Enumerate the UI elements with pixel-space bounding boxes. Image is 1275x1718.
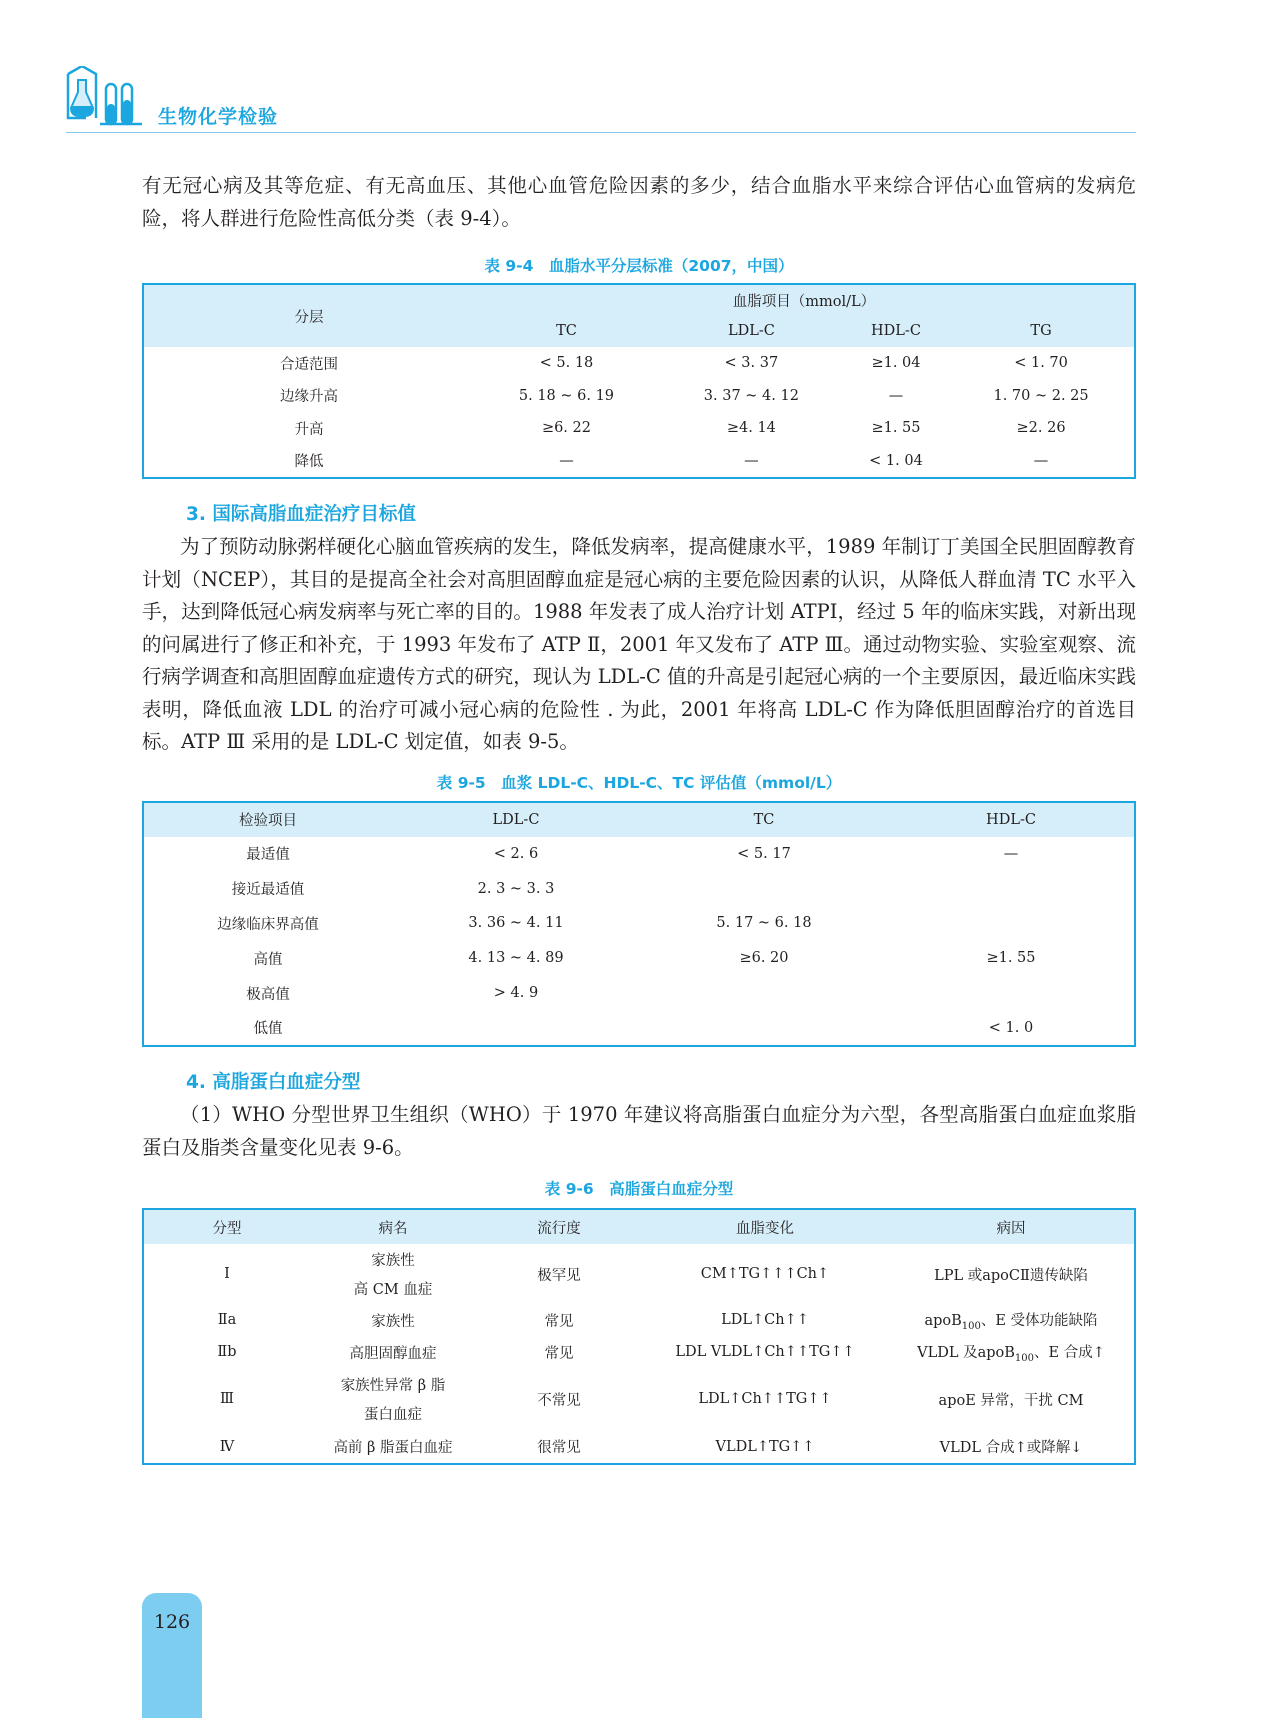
table-cell: 极高值 — [246, 986, 290, 1003]
table-cell: apoE 异常，干扰 CM — [938, 1392, 1084, 1409]
table-cell: 合适范围 — [280, 356, 338, 373]
table-cell: LDL↑Ch↑↑ — [721, 1312, 809, 1329]
column-header: 病名 — [310, 1209, 476, 1244]
table-cell — [888, 1336, 1135, 1368]
table-cell — [640, 976, 888, 1011]
table-cell — [640, 1010, 888, 1046]
cause-text: 、E 合成↑ — [1034, 1344, 1105, 1361]
table-cell: 升高 — [294, 421, 324, 438]
table-row — [143, 906, 1135, 941]
lab-flask-icon — [66, 66, 146, 128]
column-header: 分型 — [143, 1209, 310, 1244]
table-cell: — — [888, 387, 904, 404]
table-9-4-caption: 表 9-4 血脂水平分层标准（2007，中国） — [484, 257, 794, 275]
cause-text: VLDL 及apoB — [917, 1344, 1015, 1361]
table-row — [143, 445, 1135, 479]
table-9-5 — [142, 801, 1136, 1048]
table-cell: 边缘升高 — [280, 389, 338, 406]
section-4-paragraph: （1）WHO 分型世界卫生组织（WHO）于 1970 年建议将高脂蛋白血症分为六型，各型高脂蛋白血症血浆脂蛋白及脂类含量变化见表 9-6。 — [142, 1103, 1136, 1159]
table-cell: 4. 13 ~ 4. 89 — [468, 950, 564, 967]
column-header: TC — [474, 315, 659, 347]
table-9-6-caption: 表 9-6 高脂蛋白血症分型 — [544, 1180, 734, 1199]
section-3-paragraph: 为了预防动脉粥样硬化心脑血管疾病的发生，降低发病率，提高健康水平，1989 年制订丁美国全民胆固醇教育计划（NCEP），其目的是提高全社会对高胆固醇血症是冠心病的主要危险因素的认识，从降低人群血清 TC 水平入手，达到降低冠心病发病率与死亡率的目的。1988 年发表了成人治疗计划 ATPI，经过 5 年的临床实践，对新出现的问属进行了修正和补充，于 1993 年发布了 ATP Ⅱ，2001 年又发布了 ATP Ⅲ。通过动物实验、实验室观察、流行病学调查和高胆固醇血症遗传方式的研究，现认为 LDL-C 值的升高是引起冠心病的一个主要原因，最近临床实践表明，降低血液 LDL 的治疗可减小冠心病的危险性 . 为此，2001 年将高 LDL-C 作为降低胆固醇治疗的首选目标。ATP Ⅲ 采用的是 LDL-C 划定值，如表 9-5。 — [142, 535, 1136, 753]
table-cell: ≥6. 22 — [541, 420, 591, 437]
table-cell: 接近最适值 — [231, 882, 305, 899]
column-header: 流行度 — [476, 1209, 642, 1244]
table-row — [143, 1430, 1135, 1464]
row-header-cell: 分层 — [143, 284, 474, 347]
column-header: 检验项目 — [143, 802, 392, 837]
table-cell: — — [1033, 452, 1049, 469]
table-row — [143, 1336, 1135, 1368]
column-header: HDL-C — [888, 802, 1135, 837]
table-cell — [640, 871, 888, 906]
table-cell: 1. 70 ~ 2. 25 — [993, 387, 1089, 404]
table-row — [143, 1304, 1135, 1336]
column-header: TG — [948, 315, 1135, 347]
column-header: 病因 — [888, 1209, 1135, 1244]
book-title: 生物化学检验 — [158, 106, 279, 128]
cause-text: apoB — [924, 1312, 962, 1329]
table-cell: Ⅱb — [217, 1344, 237, 1361]
table-cell: Ⅲ — [220, 1391, 234, 1408]
table-cell: ≥1. 55 — [986, 950, 1036, 967]
table-row — [143, 837, 1135, 872]
table-cell: 降低 — [294, 454, 324, 471]
table-cell: Ⅱa — [217, 1312, 237, 1329]
table-cell: < 1. 70 — [1014, 355, 1068, 372]
table-9-5-caption: 表 9-5 血浆 LDL-C、HDL-C、TC 评估值（mmol/L） — [436, 773, 842, 792]
table-cell: Ⅳ — [219, 1438, 235, 1455]
table-cell: 5. 18 ~ 6. 19 — [518, 387, 615, 404]
table-row — [143, 412, 1135, 445]
table-cell: 3. 37 ~ 4. 12 — [703, 387, 799, 404]
table-cell — [310, 1368, 476, 1430]
table-cell: 极罕见 — [537, 1267, 581, 1284]
cause-subscript: 100 — [1014, 1352, 1035, 1364]
column-header: TC — [640, 802, 888, 837]
table-cell: LPL 或apoCⅡ遗传缺陷 — [934, 1267, 1088, 1284]
table-cell: 很常见 — [537, 1440, 581, 1457]
section-3-heading: 3. 国际高脂血症治疗目标值 — [186, 504, 416, 525]
table-row — [143, 1010, 1135, 1046]
page-number: 126 — [153, 1611, 191, 1633]
table-9-6 — [142, 1208, 1136, 1465]
table-cell — [392, 1010, 640, 1046]
table-cell: 5. 17 ~ 6. 18 — [716, 915, 812, 932]
disease-name-line: 家族性 — [371, 1253, 415, 1270]
table-cell: 不常见 — [537, 1392, 581, 1409]
table-cell: 常见 — [544, 1345, 574, 1362]
table-cell: LDL VLDL↑Ch↑↑TG↑↑ — [675, 1344, 855, 1361]
column-header: HDL-C — [844, 315, 948, 347]
table-cell: VLDL 合成↑或降解↓ — [939, 1440, 1083, 1457]
table-cell: 高胆固醇血症 — [349, 1345, 437, 1362]
table-cell: 家族性 — [371, 1313, 415, 1330]
table-cell: LDL↑Ch↑↑TG↑↑ — [698, 1391, 832, 1408]
page-content — [142, 170, 1136, 1465]
table-row — [143, 871, 1135, 906]
table-cell: 低值 — [253, 1021, 283, 1038]
table-cell: — — [559, 452, 574, 469]
table-row — [143, 1244, 1135, 1304]
table-row — [143, 380, 1135, 413]
table-cell: < 1. 04 — [869, 452, 923, 469]
table-cell: ≥6. 20 — [739, 950, 789, 967]
table-cell: < 1. 0 — [988, 1019, 1034, 1036]
table-cell: < 5. 17 — [737, 845, 791, 862]
column-header: LDL-C — [392, 802, 640, 837]
disease-name-line: 高 CM 血症 — [353, 1282, 433, 1299]
table-cell: 高前 β 脂蛋白血症 — [333, 1440, 453, 1457]
table-cell: ≥4. 14 — [726, 420, 776, 437]
intro-paragraph: 有无冠心病及其等危症、有无高血压、其他心血管危险因素的多少，结合血脂水平来综合评估心血管病的发病危险，将人群进行危险性高低分类（表 9-4）。 — [142, 174, 1136, 230]
table-cell — [888, 871, 1135, 906]
column-header: 血脂变化 — [642, 1209, 888, 1244]
cause-text: 、E 受体功能缺陷 — [980, 1312, 1098, 1329]
table-cell: VLDL↑TG↑↑ — [715, 1438, 815, 1455]
table-cell: > 4. 9 — [493, 985, 539, 1002]
table-cell: 3. 36 ~ 4. 11 — [468, 915, 564, 932]
table-row — [143, 941, 1135, 976]
table-cell — [888, 906, 1135, 941]
column-header: LDL-C — [659, 315, 844, 347]
table-cell: 2. 3 ~ 3. 3 — [477, 880, 555, 897]
table-row — [143, 976, 1135, 1011]
disease-name-line: 蛋白血症 — [364, 1407, 422, 1424]
table-cell: ≥1. 55 — [871, 420, 921, 437]
table-cell — [310, 1244, 476, 1304]
group-header-cell: 血脂项目（mmol/L） — [474, 284, 1135, 315]
table-cell: ≥2. 26 — [1016, 420, 1066, 437]
table-cell: — — [744, 452, 759, 469]
section-4-heading: 4. 高脂蛋白血症分型 — [186, 1072, 361, 1094]
table-cell: Ⅰ — [224, 1266, 230, 1283]
disease-name-line: 家族性异常 β 脂 — [340, 1378, 446, 1395]
table-row — [143, 1368, 1135, 1430]
table-row — [143, 347, 1135, 380]
table-cell: 高值 — [253, 951, 283, 968]
cause-subscript: 100 — [961, 1320, 981, 1332]
table-cell: — — [1003, 845, 1019, 862]
table-cell: ≥1. 04 — [871, 355, 921, 372]
table-cell: 常见 — [544, 1313, 574, 1330]
table-cell: 最适值 — [246, 847, 290, 864]
table-cell — [888, 976, 1135, 1011]
table-cell: < 3. 37 — [724, 355, 779, 372]
table-cell — [888, 1304, 1135, 1336]
table-9-4 — [142, 283, 1136, 479]
header-rule — [66, 132, 1136, 133]
table-cell: CM↑TG↑↑↑Ch↑ — [700, 1266, 830, 1283]
table-cell: < 5. 18 — [539, 355, 594, 372]
table-cell: 边缘临床界高值 — [217, 916, 319, 933]
table-cell: < 2. 6 — [493, 845, 539, 862]
